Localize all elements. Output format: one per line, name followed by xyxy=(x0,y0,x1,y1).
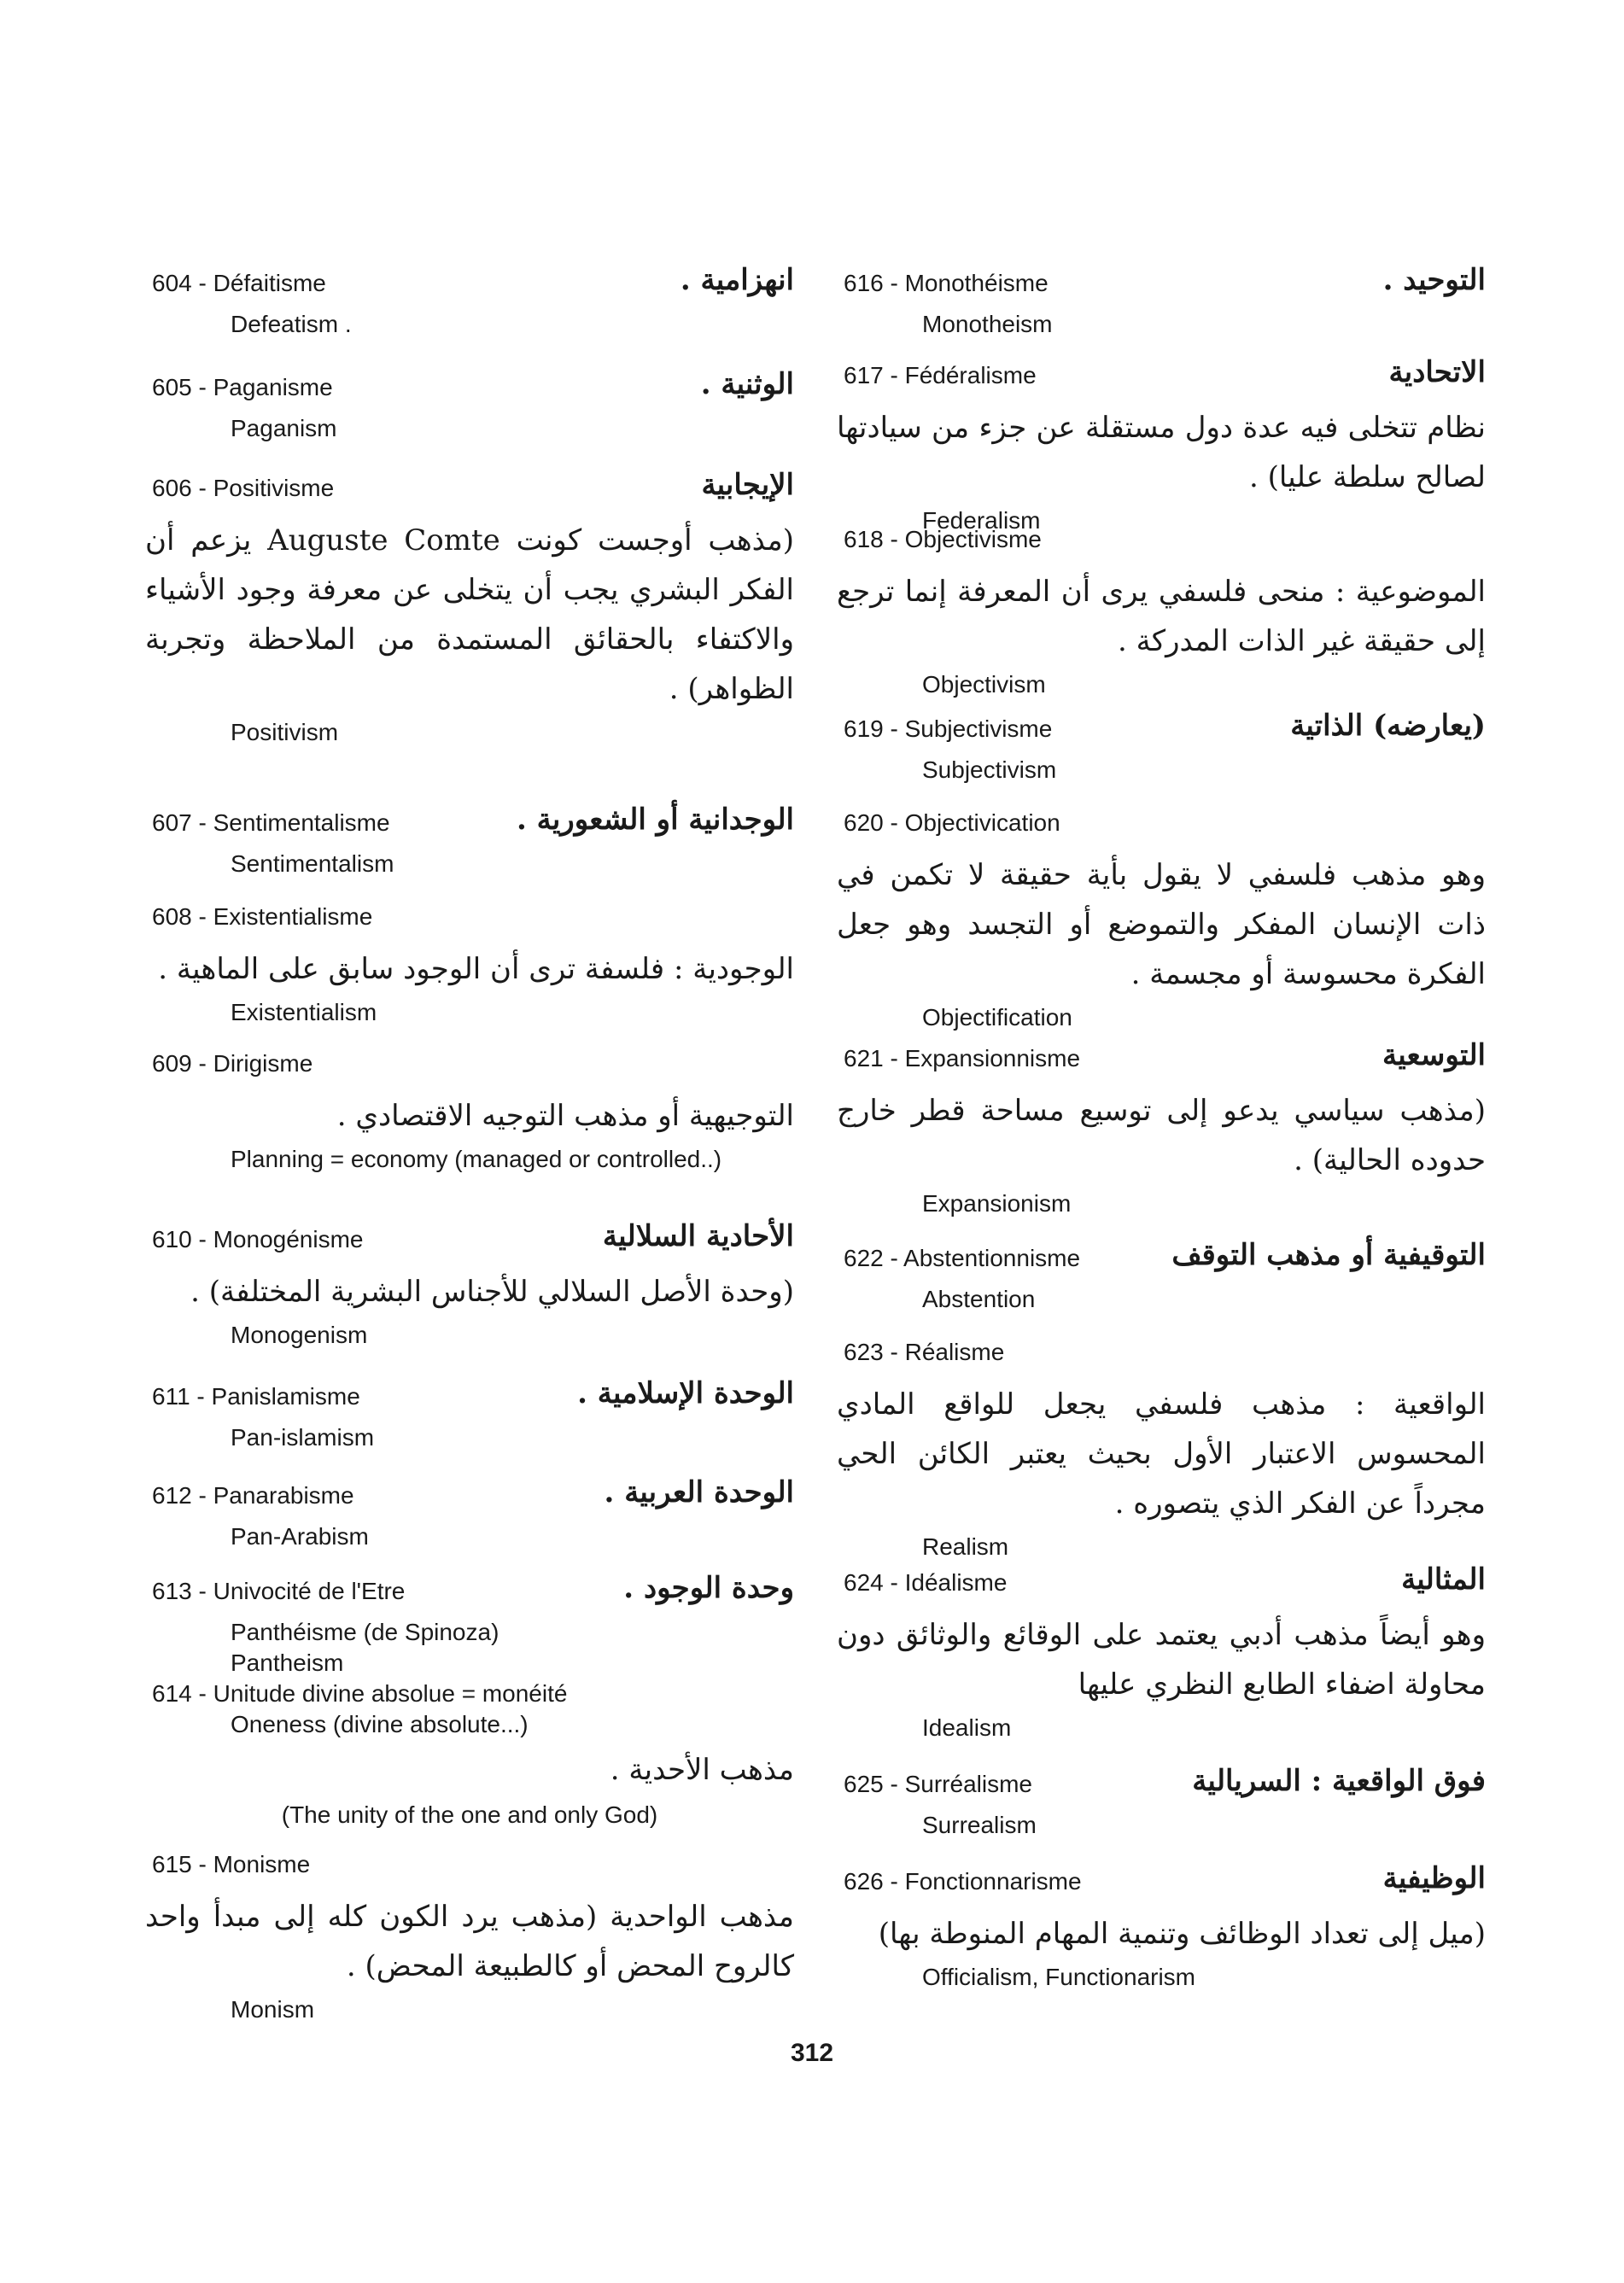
entry-arabic-term: فوق الواقعية : السريالية xyxy=(1192,1764,1486,1798)
entry-definition: وهو مذهب فلسفي لا يقول بأية حقيقة لا تكمن في ذات الإنسان المفكر والتموضع أو التجسد وهو جعل الفكرة محسوسة أو مجسمة . xyxy=(837,858,1486,991)
entry-607 xyxy=(145,803,794,879)
entry-definition: الواقعية : مذهب فلسفي يجعل للواقع المادي المحسوس الاعتبار الأول بحيث يعتبر الكائن الحي مجرداً عن الفكر الذي يتصوره . xyxy=(837,1387,1486,1521)
right-column xyxy=(837,0,1486,2283)
entry-611 xyxy=(145,1376,794,1453)
entry-arabic-term: الاتحادية xyxy=(1388,355,1486,389)
entry-term: 622 - Abstentionnisme xyxy=(844,1245,1081,1271)
entry-614 xyxy=(145,1673,794,1829)
entry-english: Surrealism xyxy=(922,1812,1037,1838)
entry-english: Objectification xyxy=(922,1004,1072,1031)
entry-arabic-term: انهزامية . xyxy=(680,263,794,297)
entry-617 xyxy=(837,355,1486,536)
entry-english: Objectivism xyxy=(922,671,1046,698)
entry-608 xyxy=(145,896,794,1028)
entry-term: 615 - Monisme xyxy=(152,1851,311,1877)
entry-definition: مذهب الواحدية (مذهب يرد الكون كله إلى مبدأ واحد كالروح المحض أو كالطبيعة المحض) . xyxy=(145,1900,794,1983)
entry-605 xyxy=(145,367,794,444)
entry-term: 618 - Objectivisme xyxy=(844,526,1042,552)
entry-definition: مذهب الأحدية . xyxy=(610,1753,794,1787)
entry-arabic-term: الإيجابية xyxy=(701,468,794,502)
entry-english: Monogenism xyxy=(231,1322,368,1348)
entry-definition: نظام تتخلى فيه عدة دول مستقلة عن جزء من سيادتها لصالح سلطة عليا) . xyxy=(837,411,1486,494)
entry-english: Panthéisme (de Spinoza) xyxy=(231,1619,499,1645)
entry-english: Idealism xyxy=(922,1714,1012,1741)
entry-arabic-term: التوقيفية أو مذهب التوقف xyxy=(1171,1238,1486,1272)
entry-term: 616 - Monothéisme xyxy=(844,270,1049,296)
entry-english: Monism xyxy=(231,1996,315,2023)
entry-term: 607 - Sentimentalisme xyxy=(152,809,390,836)
entry-606 xyxy=(145,468,794,748)
entry-english: Federalism xyxy=(922,507,1041,534)
entry-626 xyxy=(837,1861,1486,1993)
entry-term: 623 - Réalisme xyxy=(844,1339,1005,1365)
entry-english: Officialism, Functionarism xyxy=(922,1964,1196,1990)
entry-613 xyxy=(145,1571,794,1679)
entry-term: 611 - Panislamisme xyxy=(152,1383,360,1410)
entry-english: Positivism xyxy=(231,719,339,745)
entry-definition: الوجودية : فلسفة ترى أن الوجود سابق على الماهية . xyxy=(158,952,794,986)
entry-english: Abstention xyxy=(922,1286,1036,1312)
entry-definition: (مذهب أوجست كونت Auguste Comte يزعم أن الفكر البشري يجب أن يتخلى عن معرفة وجود الأشياء والاكتفاء بالحقائق المستمدة من الملاحظة وتجربة الظواهر) . xyxy=(145,523,795,706)
entry-definition: وهو أيضاً مذهب أدبي يعتمد على الوقائع والوثائق دون محاولة اضفاء الطابع النظري عليها xyxy=(837,1618,1486,1702)
entry-arabic-term: الوحدة الإسلامية . xyxy=(577,1376,794,1410)
entry-618 xyxy=(837,519,1486,700)
entry-arabic-term: المثالية xyxy=(1401,1562,1486,1597)
entry-arabic-term: التوحيد . xyxy=(1382,263,1486,297)
entry-term: 617 - Fédéralisme xyxy=(844,362,1037,388)
entry-english: Expansionism xyxy=(922,1190,1072,1217)
entry-arabic-term: الوثنية . xyxy=(700,367,794,401)
entry-note: (The unity of the one and only God) xyxy=(281,1801,658,1828)
entry-620 xyxy=(837,803,1486,1033)
entry-610 xyxy=(145,1219,794,1351)
entry-arabic-term: الوحدة العربية . xyxy=(604,1475,794,1509)
entry-arabic-term: وحدة الوجود . xyxy=(623,1571,794,1605)
entry-619 xyxy=(837,709,1486,785)
entry-definition: (مذهب سياسي يدعو إلى توسيع مساحة قطر خارج حدوده الحالية) . xyxy=(837,1094,1486,1177)
entry-english: Pan-islamism xyxy=(231,1424,375,1451)
entry-english: Monotheism xyxy=(922,311,1053,337)
entry-term: 626 - Fonctionnarisme xyxy=(844,1868,1082,1895)
entry-term: 620 - Objectivication xyxy=(844,809,1060,836)
entry-623 xyxy=(837,1332,1486,1562)
entry-term: 625 - Surréalisme xyxy=(844,1771,1032,1797)
entry-definition: (ميل إلى تعداد الوظائف وتنمية المهام المنوطة بها) xyxy=(878,1917,1486,1951)
entry-arabic-term: التوسعية xyxy=(1382,1038,1486,1072)
entry-term: 624 - Idéalisme xyxy=(844,1569,1008,1596)
entry-612 xyxy=(145,1475,794,1552)
entry-term: 613 - Univocité de l'Etre xyxy=(152,1578,406,1604)
entry-term: 619 - Subjectivisme xyxy=(844,715,1053,742)
page-number: 312 xyxy=(790,2039,834,2067)
entry-615 xyxy=(145,1844,794,2025)
entry-english: Realism xyxy=(922,1533,1009,1560)
entry-624 xyxy=(837,1562,1486,1743)
entry-english: Defeatism . xyxy=(231,311,352,337)
entry-625 xyxy=(837,1764,1486,1841)
entry-english: Sentimentalism xyxy=(231,850,394,877)
entry-604 xyxy=(145,263,794,340)
entry-definition: الموضوعية : منحى فلسفي يرى أن المعرفة إنما ترجع إلى حقيقة غير الذات المدركة . xyxy=(837,575,1486,658)
entry-english: Paganism xyxy=(231,415,337,441)
entry-term: 604 - Défaitisme xyxy=(152,270,326,296)
entry-english: Subjectivism xyxy=(922,756,1057,783)
entry-english: Pan-Arabism xyxy=(231,1523,369,1550)
entry-english: Oneness (divine absolute...) xyxy=(231,1711,529,1737)
entry-arabic-term: الوجدانية أو الشعورية . xyxy=(516,803,794,837)
entry-term: 605 - Paganisme xyxy=(152,374,333,400)
entry-term: 609 - Dirigisme xyxy=(152,1050,313,1077)
entry-term: 621 - Expansionnisme xyxy=(844,1045,1081,1071)
entry-term: 612 - Panarabisme xyxy=(152,1482,354,1509)
entry-term: 608 - Existentialisme xyxy=(152,903,373,930)
entry-621 xyxy=(837,1038,1486,1219)
entry-english-2: Pantheism xyxy=(231,1649,344,1676)
left-column xyxy=(145,0,794,2283)
entry-term: 614 - Unitude divine absolue = monéité xyxy=(152,1680,568,1707)
entry-616 xyxy=(837,263,1486,340)
entry-609 xyxy=(145,1043,794,1175)
entry-definition: (وحدة الأصل السلالي للأجناس البشرية المختلفة) . xyxy=(190,1275,794,1309)
entry-definition: التوجيهية أو مذهب التوجيه الاقتصادي . xyxy=(336,1099,794,1133)
entry-622 xyxy=(837,1238,1486,1315)
entry-arabic-term: (يعارضه) الذاتية xyxy=(1290,709,1486,743)
entry-term: 610 - Monogénisme xyxy=(152,1226,364,1252)
entry-english: Planning = economy (managed or controlled..) xyxy=(231,1146,722,1172)
entry-arabic-term: الأحادية السلالية xyxy=(602,1219,794,1253)
entry-term: 606 - Positivisme xyxy=(152,475,335,501)
entry-english: Existentialism xyxy=(231,999,377,1025)
entry-arabic-term: الوظيفية xyxy=(1382,1861,1486,1895)
